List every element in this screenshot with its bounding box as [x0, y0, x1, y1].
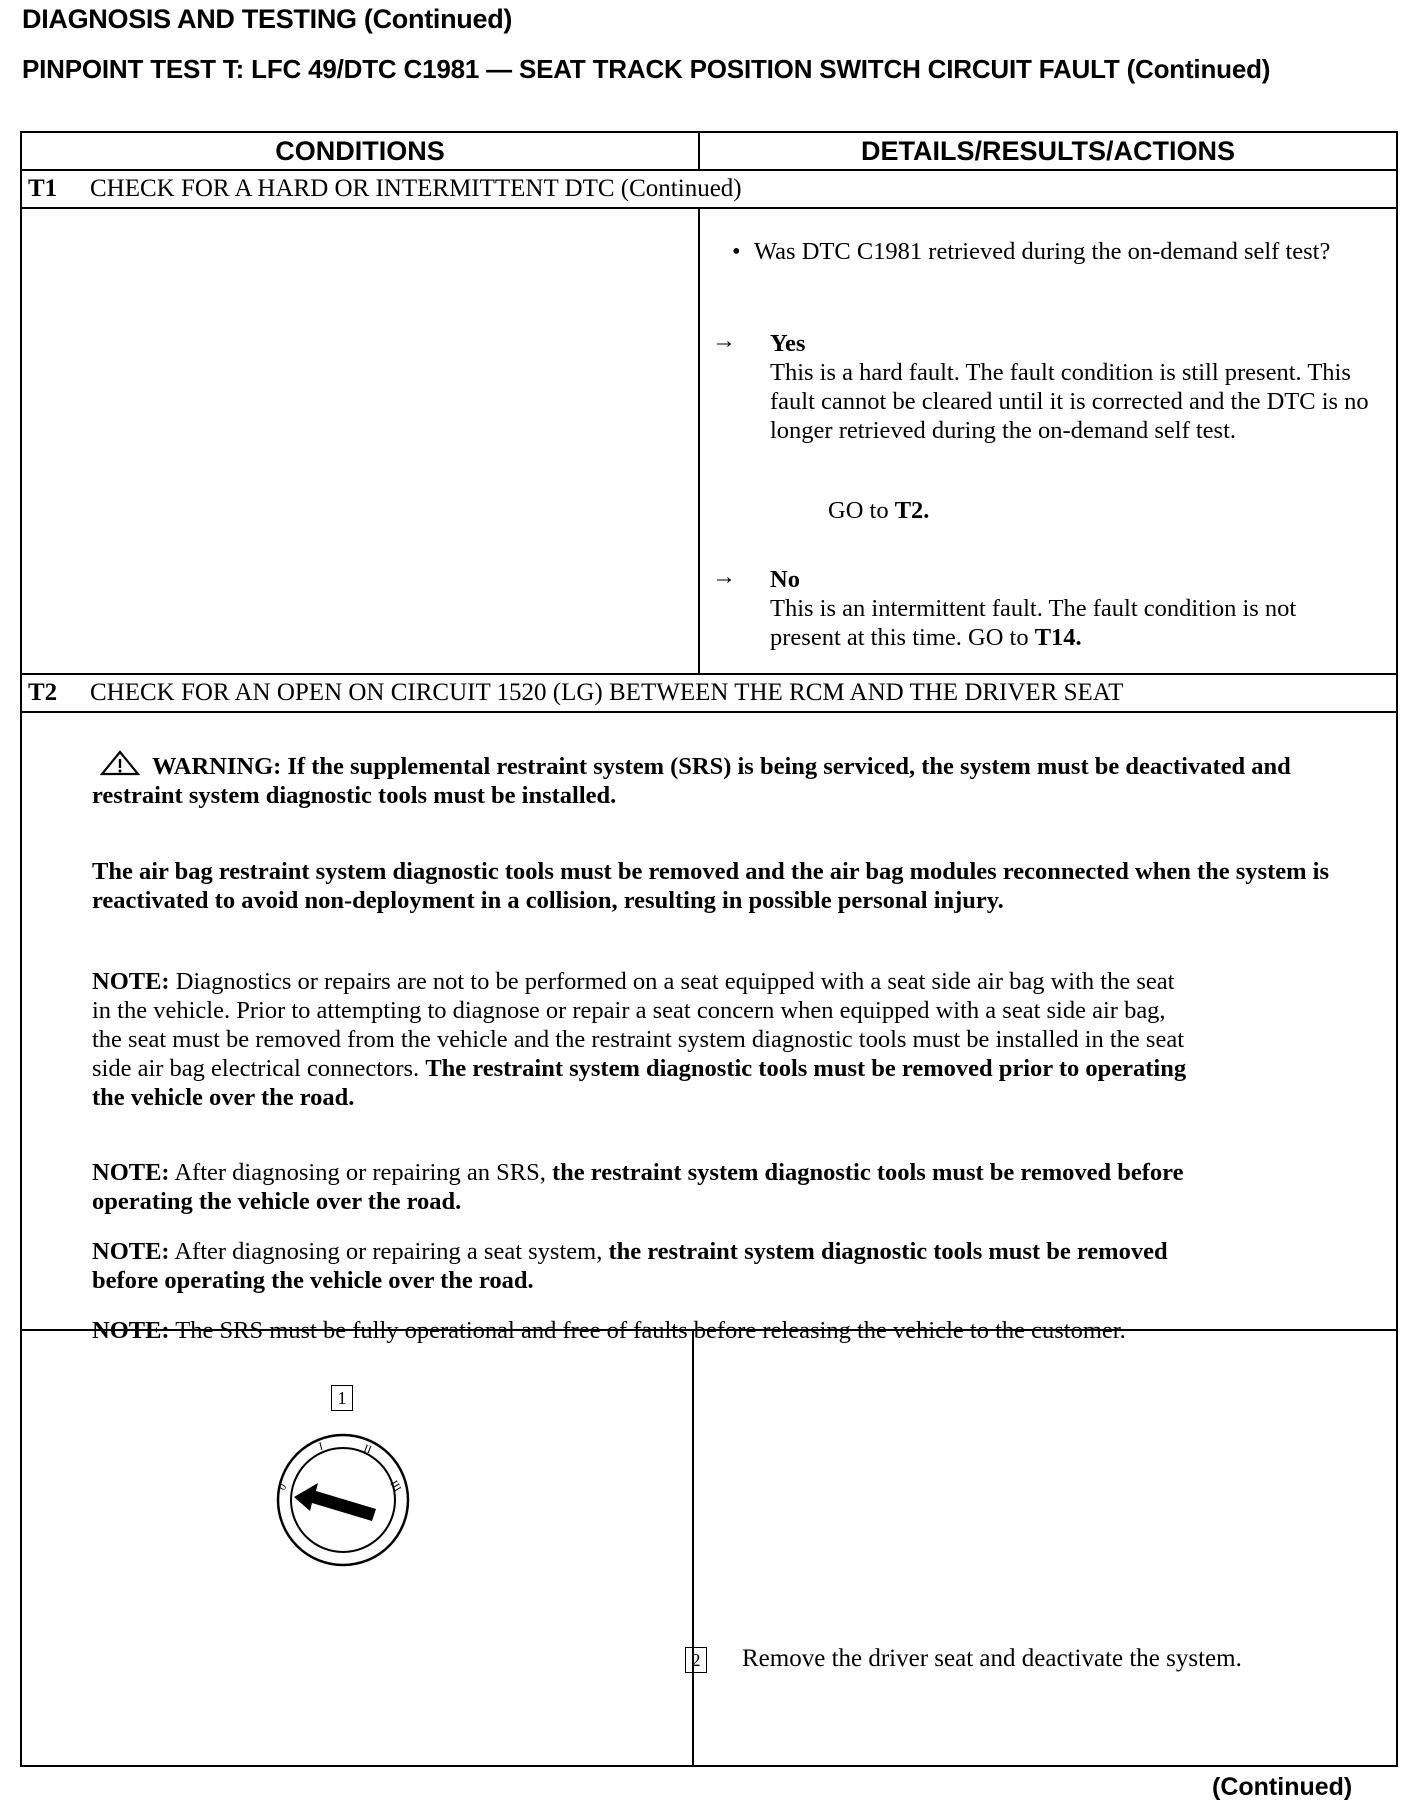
result-label: No	[770, 566, 800, 593]
goto-prefix: GO to	[828, 497, 895, 524]
note-text: After diagnosing or repairing a seat system,	[169, 1238, 609, 1265]
t2-note-4	[92, 1316, 1192, 1345]
result-text: This is a hard fault. The fault condition is still present. This fault cannot be cleared until it is corrected and the DTC is no longer retrieved during the on-demand self test.	[770, 359, 1369, 444]
t2-note-3	[92, 1237, 1192, 1295]
ignition-mark-off: 0	[276, 1481, 290, 1493]
t2-note-2	[92, 1158, 1192, 1216]
note-label: NOTE:	[92, 1159, 170, 1186]
ignition-switch-icon	[268, 1425, 418, 1575]
step-number: T1	[28, 175, 58, 202]
note-label: NOTE:	[92, 1317, 170, 1344]
question-text: Was DTC C1981 retrieved during the on-demand self test?	[754, 238, 1331, 265]
t2-note-1	[92, 967, 1192, 1112]
result-text: This is an intermittent fault. The fault condition is not present at this time. GO to T14.	[770, 595, 1297, 651]
step-title: CHECK FOR AN OPEN ON CIRCUIT 1520 (LG) BETWEEN THE RCM AND THE DRIVER SEAT	[90, 679, 1124, 706]
goto-target: T14.	[1034, 624, 1082, 651]
note-text: After diagnosing or repairing an SRS,	[169, 1159, 553, 1186]
column-divider	[698, 209, 700, 675]
table-header-row	[22, 133, 1396, 171]
pinpoint-test-title: PINPOINT TEST T: LFC 49/DTC C1981 — SEAT TRACK POSITION SWITCH CIRCUIT FAULT (Continued)	[22, 54, 1271, 84]
warning-label: WARNING:	[152, 753, 282, 780]
t2-warning	[92, 752, 1332, 810]
arrow-right-icon: →	[712, 328, 736, 354]
arrow-right-icon: →	[712, 564, 736, 590]
goto-target: T2.	[894, 497, 930, 524]
step-1-number-box: 1	[331, 1385, 353, 1411]
column-divider	[698, 133, 700, 171]
t1-question	[732, 237, 1354, 266]
column-header-details: DETAILS/RESULTS/ACTIONS	[860, 135, 1235, 166]
step-t1-heading	[22, 171, 1396, 209]
note-bold-text: the restraint system diagnostic tools must be removed before operating the vehicle over the road.	[92, 1238, 1168, 1294]
t1-yes-goto	[828, 497, 929, 525]
note-text: Diagnostics or repairs are not to be performed on a seat equipped with a seat side air bag with the seat in the vehicle. Prior to attempting to diagnose or repair a seat concern when equipped with a seat side air bag, the seat must be removed from the vehicle and the restraint system diagnostic tools must be installed in the seat side air bag electrical connectors.	[92, 968, 1185, 1082]
note-label: NOTE:	[92, 1238, 170, 1265]
ignition-mark-i: I	[317, 1440, 325, 1453]
ignition-mark-ii: II	[361, 1442, 373, 1457]
ignition-mark-iii: III	[387, 1478, 404, 1495]
result-label: Yes	[770, 330, 806, 357]
step-2-instruction: Remove the driver seat and deactivate the system.	[742, 1645, 1242, 1672]
note-text: The SRS must be fully operational and free of faults before releasing the vehicle to the customer.	[169, 1317, 1126, 1344]
step-number: T2	[28, 679, 58, 706]
warning-text: If the supplemental restraint system (SRS) is being serviced, the system must be deactivated and restraint system diagnostic tools must be installed.	[92, 753, 1291, 809]
bullet-icon: •	[732, 238, 741, 265]
continued-footer: (Continued)	[1212, 1773, 1353, 1801]
note-label: NOTE:	[92, 968, 170, 995]
step-title: CHECK FOR A HARD OR INTERMITTENT DTC (Continued)	[90, 175, 742, 202]
step-t2-heading	[22, 675, 1396, 713]
column-header-conditions: CONDITIONS	[275, 135, 445, 166]
step-2-number-box: 2	[685, 1647, 707, 1673]
column-divider	[692, 1331, 694, 1765]
note-bold-text: the restraint system diagnostic tools must be removed before operating the vehicle over the road.	[92, 1159, 1184, 1215]
t2-warning-2: The air bag restraint system diagnostic tools must be removed and the air bag modules reconnected when the system is reactivated to avoid non-deployment in a collision, resulting in possible personal injury.	[92, 858, 1329, 914]
t1-result-yes	[712, 328, 1372, 445]
section-title: DIAGNOSIS AND TESTING (Continued)	[22, 4, 513, 34]
note-bold-text: The restraint system diagnostic tools must be removed prior to operating the vehicle over the road.	[92, 1055, 1187, 1111]
t1-result-no	[712, 564, 1372, 652]
warning-triangle-icon	[100, 750, 140, 776]
